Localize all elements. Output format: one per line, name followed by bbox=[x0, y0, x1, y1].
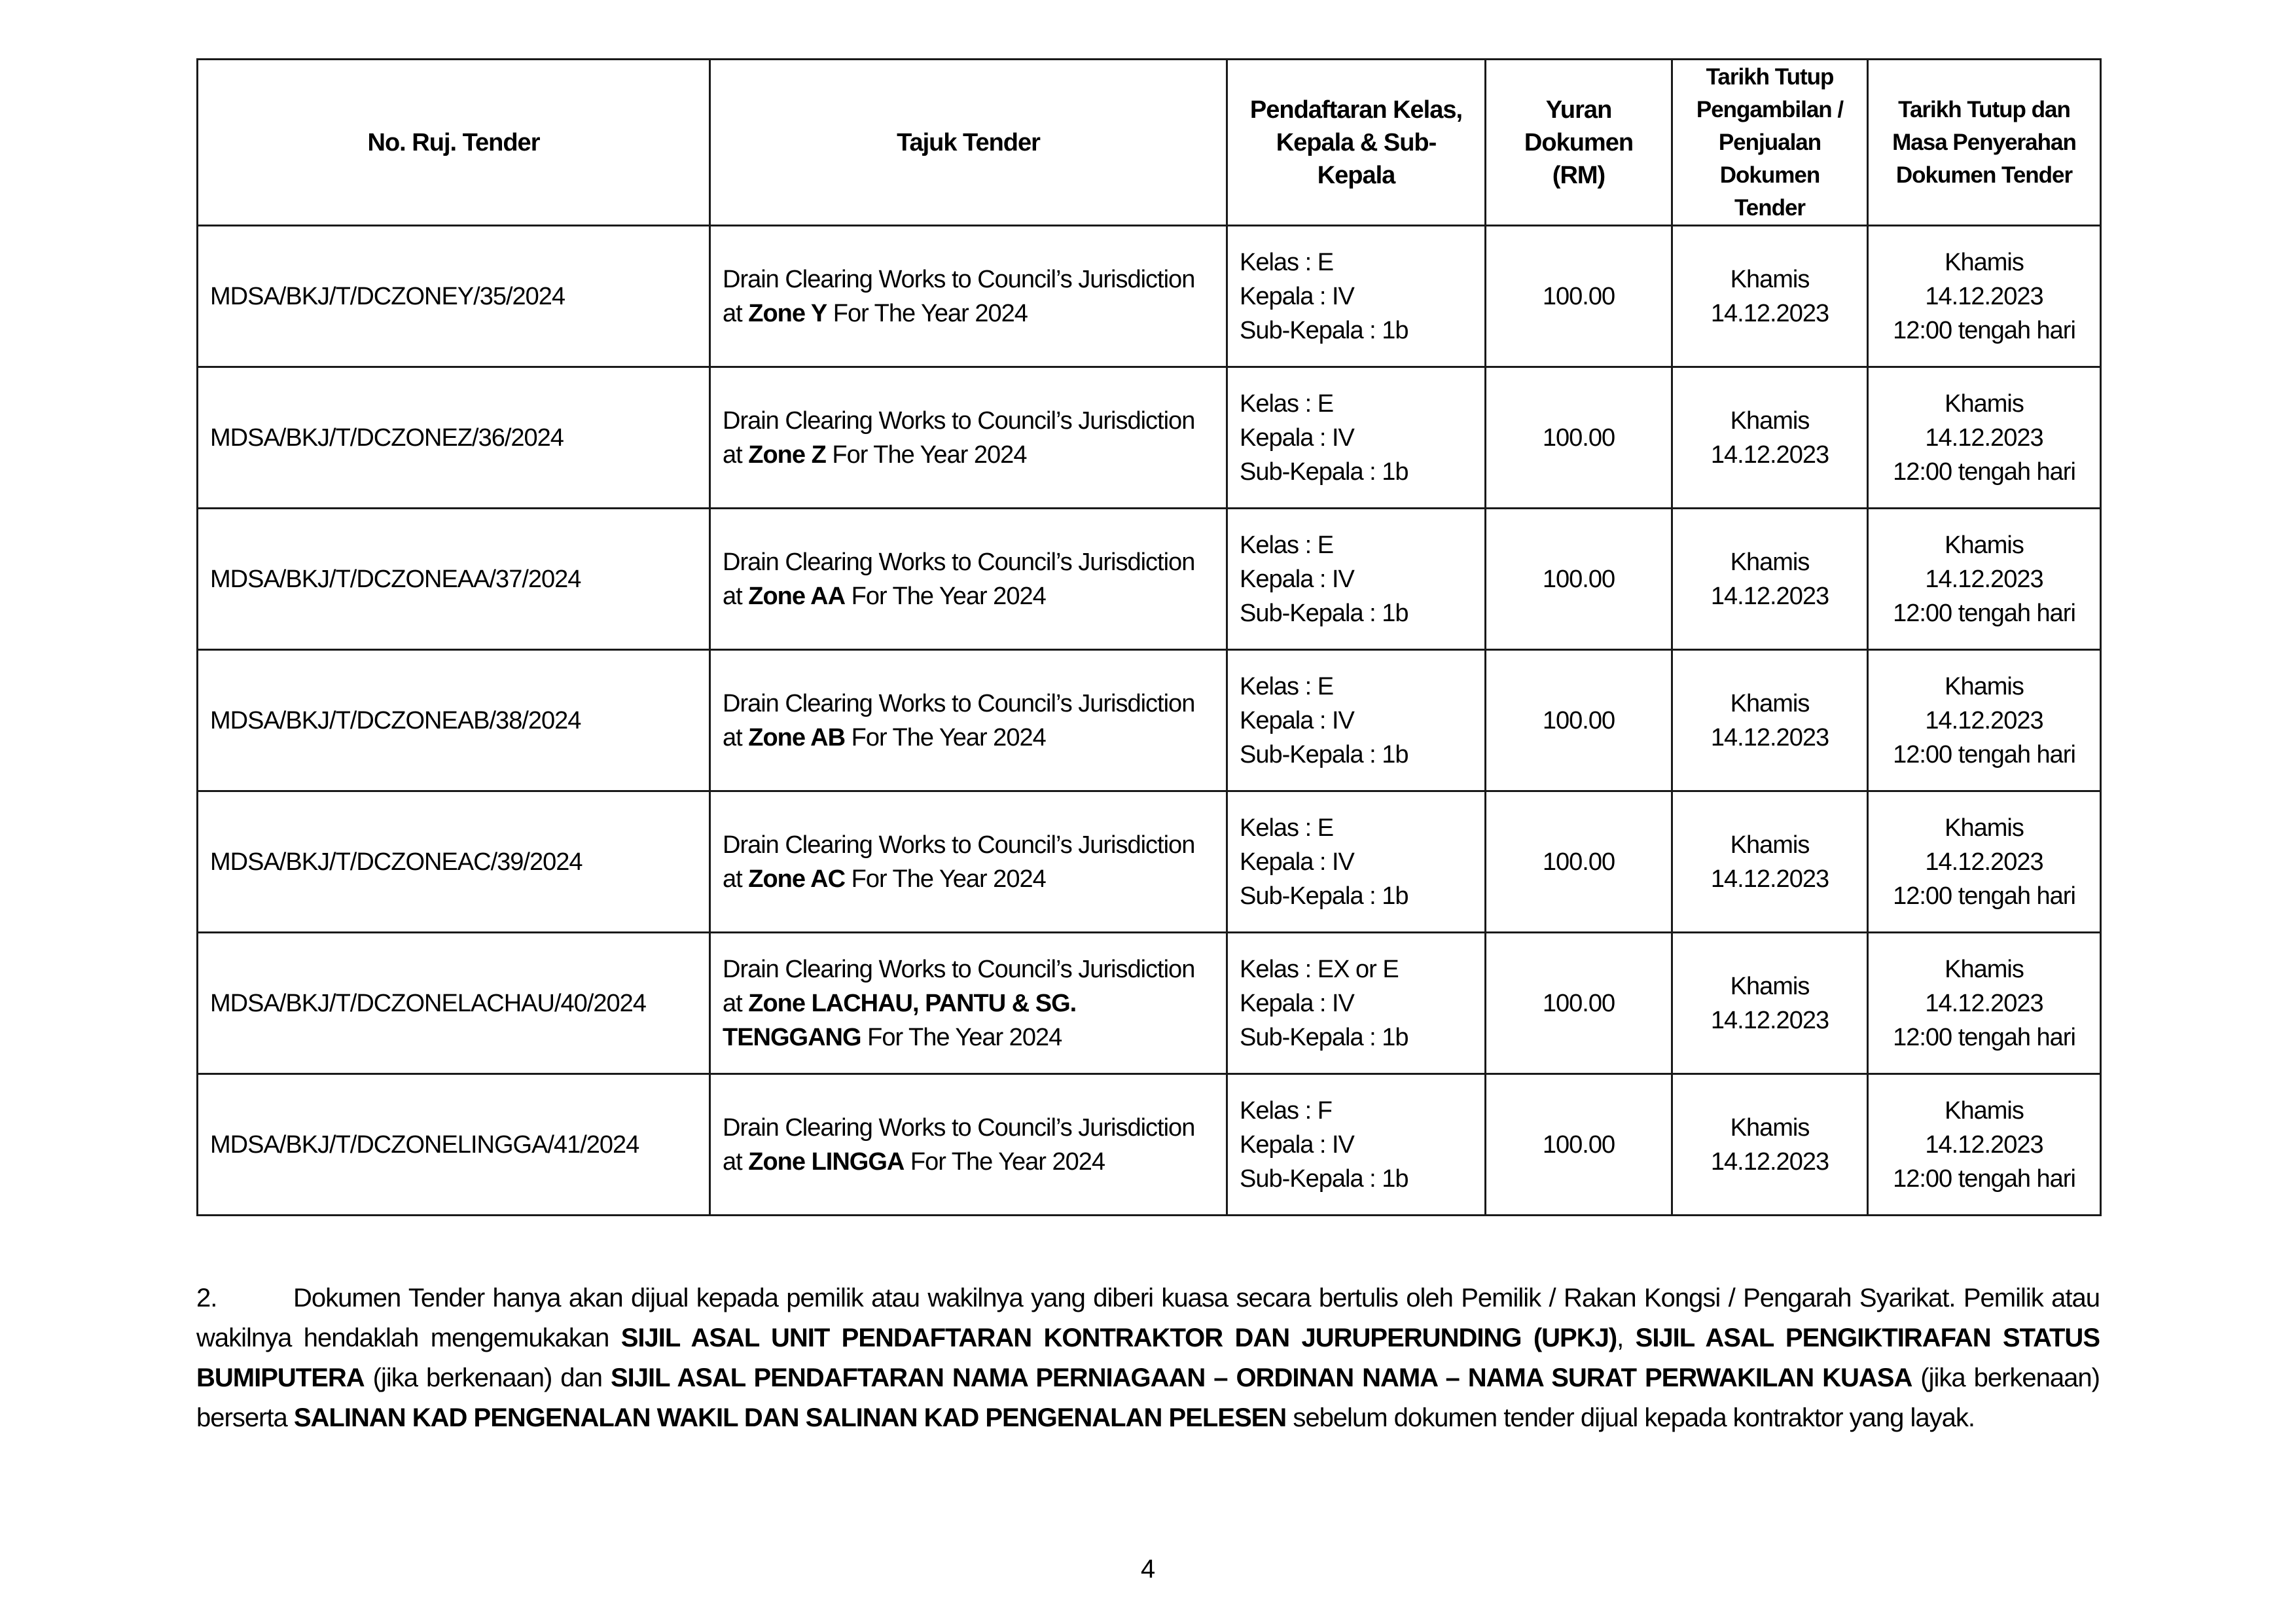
submission-date: 14.12.2023 bbox=[1925, 989, 2043, 1017]
paragraph-bold-segment: SALINAN KAD PENGENALAN WAKIL DAN SALINAN KAD PENGENALAN PELESEN bbox=[293, 1403, 1287, 1432]
tender-title bbox=[710, 650, 1227, 791]
table-row bbox=[198, 509, 2101, 650]
sale-closing-day: Khamis bbox=[1730, 406, 1810, 435]
fee-value: 100.00 bbox=[1542, 282, 1615, 310]
tender-ref-text: MDSA/BKJ/T/DCZONEY/35/2024 bbox=[210, 282, 565, 310]
tender-ref-text: MDSA/BKJ/T/DCZONEAA/37/2024 bbox=[210, 565, 581, 593]
tender-fee bbox=[1486, 1074, 1672, 1216]
registration-head: Kepala : IV bbox=[1240, 1130, 1354, 1159]
submission-day: Khamis bbox=[1945, 389, 2024, 418]
tender-ref-text: MDSA/BKJ/T/DCZONEAC/39/2024 bbox=[210, 848, 583, 876]
submission-day: Khamis bbox=[1945, 531, 2024, 559]
title-prefix: Drain Clearing Works to Council’s Jurisdiction at bbox=[723, 689, 1195, 751]
title-suffix: For The Year 2024 bbox=[825, 441, 1027, 469]
tender-fee bbox=[1486, 650, 1672, 791]
tender-ref-no bbox=[198, 933, 710, 1074]
submission-date: 14.12.2023 bbox=[1925, 706, 2043, 734]
tender-fee bbox=[1486, 933, 1672, 1074]
title-suffix: For The Year 2024 bbox=[845, 865, 1046, 893]
submission-day: Khamis bbox=[1945, 955, 2024, 983]
tender-ref-no bbox=[198, 226, 710, 367]
submission-time: 12:00 tengah hari bbox=[1893, 882, 2075, 910]
tender-title bbox=[710, 791, 1227, 933]
tender-submission-closing bbox=[1868, 367, 2101, 509]
sale-closing-date: 14.12.2023 bbox=[1710, 1006, 1829, 1034]
header-sale-closing-date: Tarikh Tutup Pengambilan / Penjualan Dokumen Tender bbox=[1672, 60, 1868, 226]
sale-closing-date: 14.12.2023 bbox=[1710, 299, 1829, 327]
registration-class: Kelas : EX or E bbox=[1240, 955, 1399, 983]
header-submission-closing: Tarikh Tutup dan Masa Penyerahan Dokumen Tender bbox=[1868, 60, 2101, 226]
tender-submission-closing bbox=[1868, 791, 2101, 933]
submission-day: Khamis bbox=[1945, 248, 2024, 276]
tender-sale-closing bbox=[1672, 1074, 1868, 1216]
registration-class: Kelas : E bbox=[1240, 389, 1334, 418]
paragraph-text-segment: Dokumen Tender hanya akan dijual kepada pemilik atau wakilnya yang diberi kuasa secara bertulis oleh Pemilik / Rakan Kongsi / Pengarah Syarikat. Pemilik atau wakilnya hendaklah mengemukakan bbox=[196, 1284, 2100, 1352]
tender-ref-text: MDSA/BKJ/T/DCZONEAB/38/2024 bbox=[210, 706, 581, 734]
tender-title bbox=[710, 509, 1227, 650]
registration-class: Kelas : E bbox=[1240, 531, 1334, 559]
tender-submission-closing bbox=[1868, 226, 2101, 367]
sale-closing-date: 14.12.2023 bbox=[1710, 1147, 1829, 1176]
title-zone: Zone Y bbox=[748, 299, 827, 327]
submission-time: 12:00 tengah hari bbox=[1893, 1164, 2075, 1193]
tender-registration bbox=[1227, 226, 1486, 367]
paragraph-text-segment: sebelum dokumen tender dijual kepada kontraktor yang layak. bbox=[1286, 1403, 1975, 1432]
table-row bbox=[198, 226, 2101, 367]
submission-day: Khamis bbox=[1945, 814, 2024, 842]
sale-closing-day: Khamis bbox=[1730, 1113, 1810, 1142]
tender-ref-no bbox=[198, 509, 710, 650]
tender-title bbox=[710, 933, 1227, 1074]
header-ref-no: No. Ruj. Tender bbox=[198, 60, 710, 226]
registration-head: Kepala : IV bbox=[1240, 848, 1354, 876]
submission-date: 14.12.2023 bbox=[1925, 1130, 2043, 1159]
tender-ref-text: MDSA/BKJ/T/DCZONEZ/36/2024 bbox=[210, 424, 564, 452]
tender-sale-closing bbox=[1672, 509, 1868, 650]
title-prefix: Drain Clearing Works to Council’s Jurisdiction at bbox=[723, 406, 1195, 469]
tender-submission-closing bbox=[1868, 650, 2101, 791]
tender-table bbox=[196, 58, 2102, 1216]
tender-registration bbox=[1227, 791, 1486, 933]
registration-head: Kepala : IV bbox=[1240, 989, 1354, 1017]
paragraph-bold-segment: SIJIL ASAL PENGIKTIRAFAN STATUS BUMIPUTERA bbox=[196, 1324, 2100, 1392]
title-suffix: For The Year 2024 bbox=[861, 1023, 1062, 1051]
title-zone: Zone AC bbox=[748, 865, 846, 893]
table-row bbox=[198, 791, 2101, 933]
tender-title bbox=[710, 226, 1227, 367]
submission-time: 12:00 tengah hari bbox=[1893, 458, 2075, 486]
registration-class: Kelas : E bbox=[1240, 248, 1334, 276]
registration-class: Kelas : E bbox=[1240, 672, 1334, 700]
registration-head: Kepala : IV bbox=[1240, 424, 1354, 452]
submission-day: Khamis bbox=[1945, 672, 2024, 700]
submission-time: 12:00 tengah hari bbox=[1893, 599, 2075, 627]
tender-registration bbox=[1227, 933, 1486, 1074]
header-title: Tajuk Tender bbox=[710, 60, 1227, 226]
submission-date: 14.12.2023 bbox=[1925, 848, 2043, 876]
page-number: 4 bbox=[1140, 1555, 1156, 1583]
title-prefix: Drain Clearing Works to Council’s Jurisdiction at bbox=[723, 955, 1195, 1017]
registration-subhead: Sub-Kepala : 1b bbox=[1240, 599, 1408, 627]
title-suffix: For The Year 2024 bbox=[904, 1147, 1105, 1176]
title-zone: Zone LACHAU, PANTU & SG. TENGGANG bbox=[723, 989, 1077, 1051]
tender-title bbox=[710, 367, 1227, 509]
table-body bbox=[198, 226, 2101, 1216]
tender-ref-text: MDSA/BKJ/T/DCZONELACHAU/40/2024 bbox=[210, 989, 646, 1017]
tender-sale-closing bbox=[1672, 226, 1868, 367]
paragraph-bold-segment: SIJIL ASAL UNIT PENDAFTARAN KONTRAKTOR DAN JURUPERUNDING (UPKJ) bbox=[620, 1324, 1617, 1352]
registration-head: Kepala : IV bbox=[1240, 282, 1354, 310]
paragraph-number: 2. bbox=[196, 1284, 217, 1312]
sale-closing-day: Khamis bbox=[1730, 831, 1810, 859]
submission-time: 12:00 tengah hari bbox=[1893, 316, 2075, 344]
fee-value: 100.00 bbox=[1542, 424, 1615, 452]
registration-subhead: Sub-Kepala : 1b bbox=[1240, 1023, 1408, 1051]
registration-subhead: Sub-Kepala : 1b bbox=[1240, 316, 1408, 344]
tender-sale-closing bbox=[1672, 791, 1868, 933]
header-registration: Pendaftaran Kelas, Kepala & Sub-Kepala bbox=[1227, 60, 1486, 226]
tender-fee bbox=[1486, 791, 1672, 933]
fee-value: 100.00 bbox=[1542, 989, 1615, 1017]
fee-value: 100.00 bbox=[1542, 1130, 1615, 1159]
sale-closing-date: 14.12.2023 bbox=[1710, 441, 1829, 469]
paragraph-body bbox=[196, 1284, 2100, 1432]
sale-closing-day: Khamis bbox=[1730, 689, 1810, 717]
title-suffix: For The Year 2024 bbox=[845, 723, 1046, 751]
title-prefix: Drain Clearing Works to Council’s Jurisdiction at bbox=[723, 831, 1195, 893]
tender-registration bbox=[1227, 650, 1486, 791]
title-zone: Zone AB bbox=[748, 723, 846, 751]
sale-closing-date: 14.12.2023 bbox=[1710, 582, 1829, 610]
tender-registration bbox=[1227, 367, 1486, 509]
tender-ref-no bbox=[198, 1074, 710, 1216]
fee-value: 100.00 bbox=[1542, 706, 1615, 734]
sale-closing-day: Khamis bbox=[1730, 548, 1810, 576]
sale-closing-day: Khamis bbox=[1730, 972, 1810, 1000]
tender-ref-no bbox=[198, 791, 710, 933]
tender-submission-closing bbox=[1868, 509, 2101, 650]
title-zone: Zone AA bbox=[748, 582, 846, 610]
tender-fee bbox=[1486, 226, 1672, 367]
title-prefix: Drain Clearing Works to Council’s Jurisdiction at bbox=[723, 265, 1195, 327]
tender-submission-closing bbox=[1868, 933, 2101, 1074]
conditions-paragraph bbox=[196, 1278, 2100, 1438]
tender-sale-closing bbox=[1672, 367, 1868, 509]
paragraph-bold-segment: SIJIL ASAL PENDAFTARAN NAMA PERNIAGAAN – ORDINAN NAMA – NAMA SURAT PERWAKILAN KUASA bbox=[610, 1363, 1912, 1392]
sale-closing-day: Khamis bbox=[1730, 265, 1810, 293]
title-suffix: For The Year 2024 bbox=[845, 582, 1046, 610]
table-row bbox=[198, 650, 2101, 791]
table-row bbox=[198, 367, 2101, 509]
title-prefix: Drain Clearing Works to Council’s Jurisdiction at bbox=[723, 1113, 1195, 1176]
tender-sale-closing bbox=[1672, 650, 1868, 791]
registration-subhead: Sub-Kepala : 1b bbox=[1240, 458, 1408, 486]
tender-title bbox=[710, 1074, 1227, 1216]
title-suffix: For The Year 2024 bbox=[827, 299, 1028, 327]
paragraph-text-segment: (jika berkenaan) dan bbox=[364, 1363, 611, 1392]
tender-ref-text: MDSA/BKJ/T/DCZONELINGGA/41/2024 bbox=[210, 1130, 639, 1159]
title-zone: Zone LINGGA bbox=[748, 1147, 905, 1176]
table-row bbox=[198, 933, 2101, 1074]
table-row bbox=[198, 1074, 2101, 1216]
submission-day: Khamis bbox=[1945, 1096, 2024, 1125]
table-header-row bbox=[198, 60, 2101, 226]
registration-class: Kelas : F bbox=[1240, 1096, 1332, 1125]
fee-value: 100.00 bbox=[1542, 848, 1615, 876]
submission-time: 12:00 tengah hari bbox=[1893, 1023, 2075, 1051]
submission-time: 12:00 tengah hari bbox=[1893, 740, 2075, 768]
tender-fee bbox=[1486, 509, 1672, 650]
tender-fee bbox=[1486, 367, 1672, 509]
submission-date: 14.12.2023 bbox=[1925, 565, 2043, 593]
tender-submission-closing bbox=[1868, 1074, 2101, 1216]
title-prefix: Drain Clearing Works to Council’s Jurisdiction at bbox=[723, 548, 1195, 610]
paragraph-text-segment: (jika berkenaan) berserta bbox=[196, 1363, 2100, 1432]
fee-value: 100.00 bbox=[1542, 565, 1615, 593]
sale-closing-date: 14.12.2023 bbox=[1710, 865, 1829, 893]
header-document-fee: Yuran Dokumen (RM) bbox=[1486, 60, 1672, 226]
tender-ref-no bbox=[198, 650, 710, 791]
tender-sale-closing bbox=[1672, 933, 1868, 1074]
paragraph-text-segment: , bbox=[1617, 1324, 1636, 1352]
registration-subhead: Sub-Kepala : 1b bbox=[1240, 882, 1408, 910]
tender-registration bbox=[1227, 1074, 1486, 1216]
title-zone: Zone Z bbox=[748, 441, 826, 469]
sale-closing-date: 14.12.2023 bbox=[1710, 723, 1829, 751]
registration-head: Kepala : IV bbox=[1240, 706, 1354, 734]
registration-subhead: Sub-Kepala : 1b bbox=[1240, 740, 1408, 768]
registration-subhead: Sub-Kepala : 1b bbox=[1240, 1164, 1408, 1193]
registration-head: Kepala : IV bbox=[1240, 565, 1354, 593]
registration-class: Kelas : E bbox=[1240, 814, 1334, 842]
tender-ref-no bbox=[198, 367, 710, 509]
submission-date: 14.12.2023 bbox=[1925, 282, 2043, 310]
tender-registration bbox=[1227, 509, 1486, 650]
submission-date: 14.12.2023 bbox=[1925, 424, 2043, 452]
